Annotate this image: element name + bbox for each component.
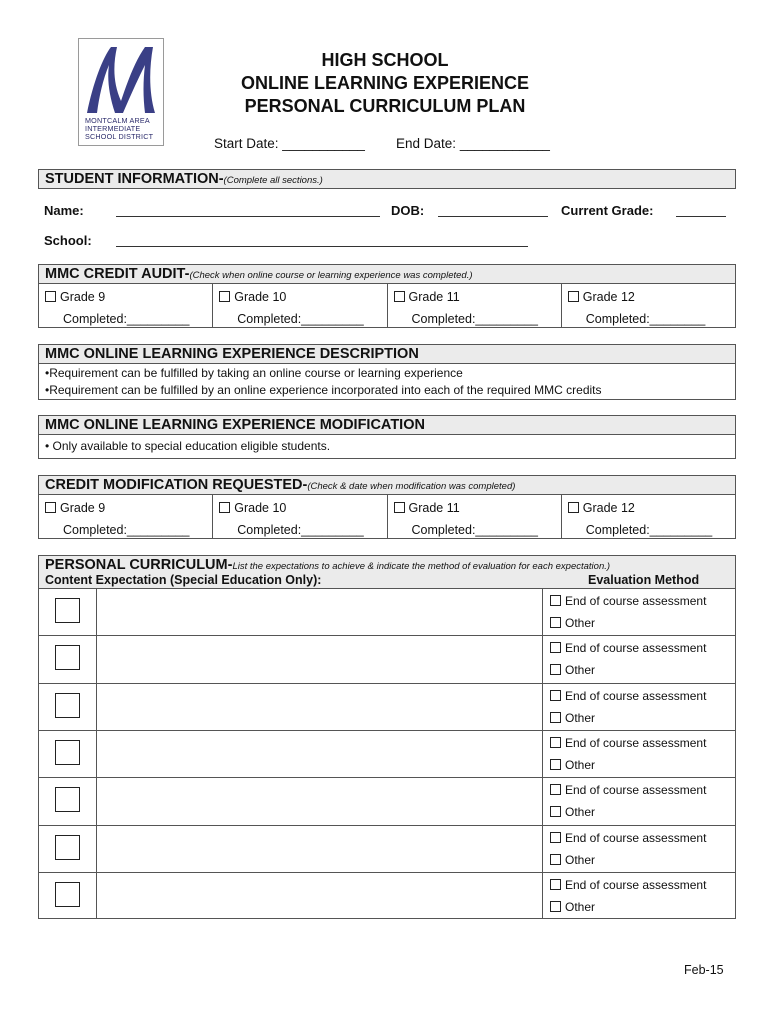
audit-completed[interactable]: Completed:_________ [63, 312, 190, 326]
dob-label: DOB: [391, 203, 425, 218]
evaluation-method-label: Evaluation Method [588, 573, 700, 587]
mod-completed[interactable]: Completed:_________ [411, 523, 538, 537]
personal-curriculum-header: PERSONAL CURRICULUM-List the expectations to achieve & indicate the method of evaluation for each expectation.) [38, 555, 736, 589]
expectation-checkbox[interactable] [55, 787, 80, 812]
checkbox-icon[interactable] [550, 690, 561, 701]
description-item: •Requirement can be fulfilled by taking an online course or learning experience [45, 366, 463, 380]
table-divider [96, 588, 97, 919]
current-grade-field[interactable] [676, 216, 726, 217]
mod-cell [562, 495, 735, 538]
audit-grade-checkbox[interactable]: Grade 10 [219, 290, 286, 304]
option-end-of-course[interactable]: End of course assessment [550, 594, 706, 608]
mod-grade-checkbox[interactable]: Grade 10 [219, 501, 286, 515]
checkbox-icon[interactable] [550, 832, 561, 843]
mod-grade-checkbox[interactable]: Grade 11 [394, 501, 460, 515]
audit-cell [388, 284, 562, 327]
name-label: Name: [44, 203, 84, 218]
table-divider [542, 588, 543, 919]
expectation-checkbox[interactable] [55, 693, 80, 718]
audit-cell [213, 284, 387, 327]
credit-audit-header: MMC CREDIT AUDIT-(Check when online course or learning experience was completed.) [38, 264, 736, 284]
start-date[interactable]: Start Date: ___________ [214, 136, 365, 151]
modification-body [38, 435, 736, 459]
expectation-checkbox[interactable] [55, 645, 80, 670]
mod-completed[interactable]: Completed:_________ [585, 523, 713, 537]
dob-field[interactable] [438, 216, 548, 217]
checkbox-icon[interactable] [550, 784, 561, 795]
description-header: MMC ONLINE LEARNING EXPERIENCE DESCRIPTION [38, 344, 736, 364]
expectation-checkbox[interactable] [55, 882, 80, 907]
option-end-of-course[interactable]: End of course assessment [550, 736, 706, 750]
title-line-1: HIGH SCHOOL [321, 50, 449, 70]
content-expectation-label: Content Expectation (Special Education Only): [45, 573, 322, 587]
expectation-checkbox[interactable] [55, 598, 80, 623]
mod-cell [213, 495, 387, 538]
checkbox-icon[interactable] [550, 617, 561, 628]
checkbox-icon[interactable] [568, 291, 579, 302]
checkbox-icon[interactable] [550, 806, 561, 817]
current-grade-label: Current Grade: [561, 203, 654, 218]
audit-grade-checkbox[interactable]: Grade 12 [568, 290, 635, 304]
district-logo [78, 38, 164, 146]
option-other[interactable]: Other [550, 805, 595, 819]
logo-m-mark [83, 43, 159, 115]
mod-cell [388, 495, 562, 538]
audit-completed[interactable]: Completed:_________ [411, 312, 538, 326]
title-line-2: ONLINE LEARNING EXPERIENCE [240, 73, 530, 93]
school-field[interactable] [116, 246, 528, 247]
modification-item: • Only available to special education eligible students. [45, 439, 331, 453]
modification-header: MMC ONLINE LEARNING EXPERIENCE MODIFICATION [38, 415, 736, 435]
option-other[interactable]: Other [550, 616, 595, 630]
expectation-text-field[interactable] [98, 873, 540, 918]
checkbox-icon[interactable] [550, 712, 561, 723]
credit-audit-grid [38, 284, 736, 328]
checkbox-icon[interactable] [45, 291, 56, 302]
option-other[interactable]: Other [550, 900, 595, 914]
checkbox-icon[interactable] [550, 901, 561, 912]
mod-completed[interactable]: Completed:_________ [63, 523, 190, 537]
credit-mod-header: CREDIT MODIFICATION REQUESTED-(Check & date when modification was completed) [38, 475, 736, 495]
checkbox-icon[interactable] [550, 642, 561, 653]
option-end-of-course[interactable]: End of course assessment [550, 689, 706, 703]
audit-cell [562, 284, 735, 327]
checkbox-icon[interactable] [568, 502, 579, 513]
option-end-of-course[interactable]: End of course assessment [550, 783, 706, 797]
expectation-text-field[interactable] [98, 731, 540, 776]
audit-grade-checkbox[interactable]: Grade 11 [394, 290, 460, 304]
expectation-text-field[interactable] [98, 826, 540, 871]
description-item: •Requirement can be fulfilled by an online experience incorporated into each of the required MMC credits [45, 383, 602, 397]
expectation-text-field[interactable] [98, 589, 540, 634]
logo-org-name: MONTCALM AREA INTERMEDIATE SCHOOL DISTRICT [85, 116, 154, 141]
footer-date: Feb-15 [684, 963, 724, 977]
mod-completed[interactable]: Completed:_________ [237, 523, 364, 537]
audit-completed[interactable]: Completed:_________ [237, 312, 364, 326]
mod-grade-checkbox[interactable]: Grade 12 [568, 501, 635, 515]
description-body [38, 364, 736, 400]
school-label: School: [44, 233, 92, 248]
checkbox-icon[interactable] [550, 854, 561, 865]
checkbox-icon[interactable] [550, 737, 561, 748]
option-end-of-course[interactable]: End of course assessment [550, 641, 706, 655]
expectation-text-field[interactable] [98, 778, 540, 823]
checkbox-icon[interactable] [550, 664, 561, 675]
option-other[interactable]: Other [550, 758, 595, 772]
checkbox-icon[interactable] [45, 502, 56, 513]
checkbox-icon[interactable] [550, 595, 561, 606]
checkbox-icon[interactable] [550, 879, 561, 890]
mod-grade-checkbox[interactable]: Grade 9 [45, 501, 105, 515]
expectation-text-field[interactable] [98, 684, 540, 729]
option-end-of-course[interactable]: End of course assessment [550, 831, 706, 845]
checkbox-icon[interactable] [550, 759, 561, 770]
expectation-text-field[interactable] [98, 636, 540, 681]
mod-cell [39, 495, 213, 538]
checkbox-icon[interactable] [219, 502, 230, 513]
option-other[interactable]: Other [550, 711, 595, 725]
option-end-of-course[interactable]: End of course assessment [550, 878, 706, 892]
checkbox-icon[interactable] [394, 502, 405, 513]
name-field[interactable] [116, 216, 380, 217]
credit-mod-grid [38, 495, 736, 539]
student-info-header: STUDENT INFORMATION-(Complete all sections.) [38, 169, 736, 189]
title-line-3: PERSONAL CURRICULUM PLAN [244, 96, 526, 116]
checkbox-icon[interactable] [219, 291, 230, 302]
option-other[interactable]: Other [550, 663, 595, 677]
expectation-checkbox[interactable] [55, 740, 80, 765]
expectation-checkbox[interactable] [55, 835, 80, 860]
option-other[interactable]: Other [550, 853, 595, 867]
end-date[interactable]: End Date: ____________ [396, 136, 550, 151]
audit-cell [39, 284, 213, 327]
checkbox-icon[interactable] [394, 291, 405, 302]
audit-completed[interactable]: Completed:________ [585, 312, 706, 326]
audit-grade-checkbox[interactable]: Grade 9 [45, 290, 105, 304]
